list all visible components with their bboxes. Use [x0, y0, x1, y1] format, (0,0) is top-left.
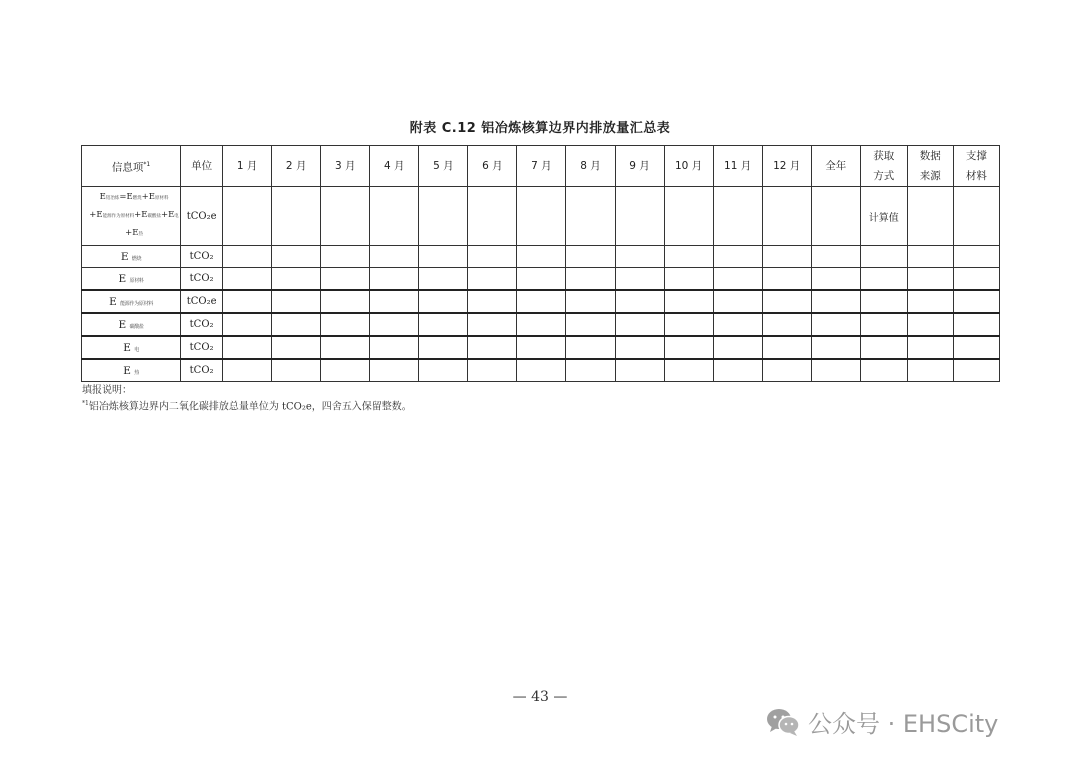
data-cell [566, 187, 615, 246]
total-formula-cell: E铝冶炼=E燃烧+E原材料 +E能源作为原材料+E碳酸盐+E电 +E热 [82, 187, 181, 246]
data-cell [907, 187, 953, 246]
data-cell [419, 187, 468, 246]
data-cell [811, 187, 860, 246]
header-month: 4 月 [370, 146, 419, 187]
unit-cell: tCO₂ [181, 246, 223, 268]
unit-cell: tCO₂e [181, 290, 223, 313]
data-cell [321, 187, 370, 246]
data-cell [953, 187, 999, 246]
header-month: 12 月 [762, 146, 811, 187]
header-month: 11 月 [713, 146, 762, 187]
data-cell [664, 187, 713, 246]
data-cell [517, 187, 566, 246]
item-cell: E 碳酸盐 [82, 313, 181, 336]
header-row [82, 146, 1000, 187]
data-cell [762, 187, 811, 246]
header-method: 获取 方式 [860, 146, 907, 187]
wechat-icon [766, 707, 800, 737]
unit-cell: tCO₂e [181, 187, 223, 246]
method-cell: 计算值 [860, 187, 907, 246]
item-cell: E 热 [82, 359, 181, 382]
data-cell [615, 187, 664, 246]
table-row [82, 359, 1000, 382]
table-title: 附表 C.12 铝冶炼核算边界内排放量汇总表 [409, 121, 671, 136]
data-cell [223, 187, 272, 246]
header-month: 9 月 [615, 146, 664, 187]
table-row [82, 313, 1000, 336]
unit-cell: tCO₂ [181, 313, 223, 336]
notes-heading: 填报说明： [82, 385, 132, 396]
header-source: 数据 来源 [907, 146, 953, 187]
header-month: 5 月 [419, 146, 468, 187]
header-month: 3 月 [321, 146, 370, 187]
total-emissions-row [82, 187, 1000, 246]
unit-cell: tCO₂ [181, 268, 223, 291]
unit-cell: tCO₂ [181, 336, 223, 359]
page-number: — 43 — [512, 689, 568, 705]
fill-instructions [82, 384, 412, 413]
data-cell [370, 187, 419, 246]
unit-cell: tCO₂ [181, 359, 223, 382]
notes-text: $^{*1}$铝冶炼核算边界内二氧化碳排放总量单位为 tCO₂e，四舍五入保留整数。 [82, 400, 412, 413]
header-month: 7 月 [517, 146, 566, 187]
data-cell [713, 187, 762, 246]
table-row [82, 336, 1000, 359]
item-cell: E 能源作为原材料 [82, 290, 181, 313]
table-row [82, 268, 1000, 291]
header-month: 6 月 [468, 146, 517, 187]
item-cell: E 电 [82, 336, 181, 359]
emissions-summary-table [81, 145, 1000, 382]
data-cell [272, 187, 321, 246]
header-month: 8 月 [566, 146, 615, 187]
header-support: 支撑 材料 [953, 146, 999, 187]
header-info-item: 信息项$^{*1}$ [82, 146, 181, 187]
header-annual: 全年 [811, 146, 860, 187]
item-cell: E 燃烧 [82, 246, 181, 268]
header-month: 2 月 [272, 146, 321, 187]
data-cell [468, 187, 517, 246]
header-unit: 单位 [181, 146, 223, 187]
table-row [82, 290, 1000, 313]
watermark [766, 704, 998, 739]
header-month: 10 月 [664, 146, 713, 187]
watermark-text: 公众号 · EHSCity [808, 710, 999, 738]
table-row [82, 246, 1000, 268]
item-cell: E 原材料 [82, 268, 181, 291]
header-month: 1 月 [223, 146, 272, 187]
